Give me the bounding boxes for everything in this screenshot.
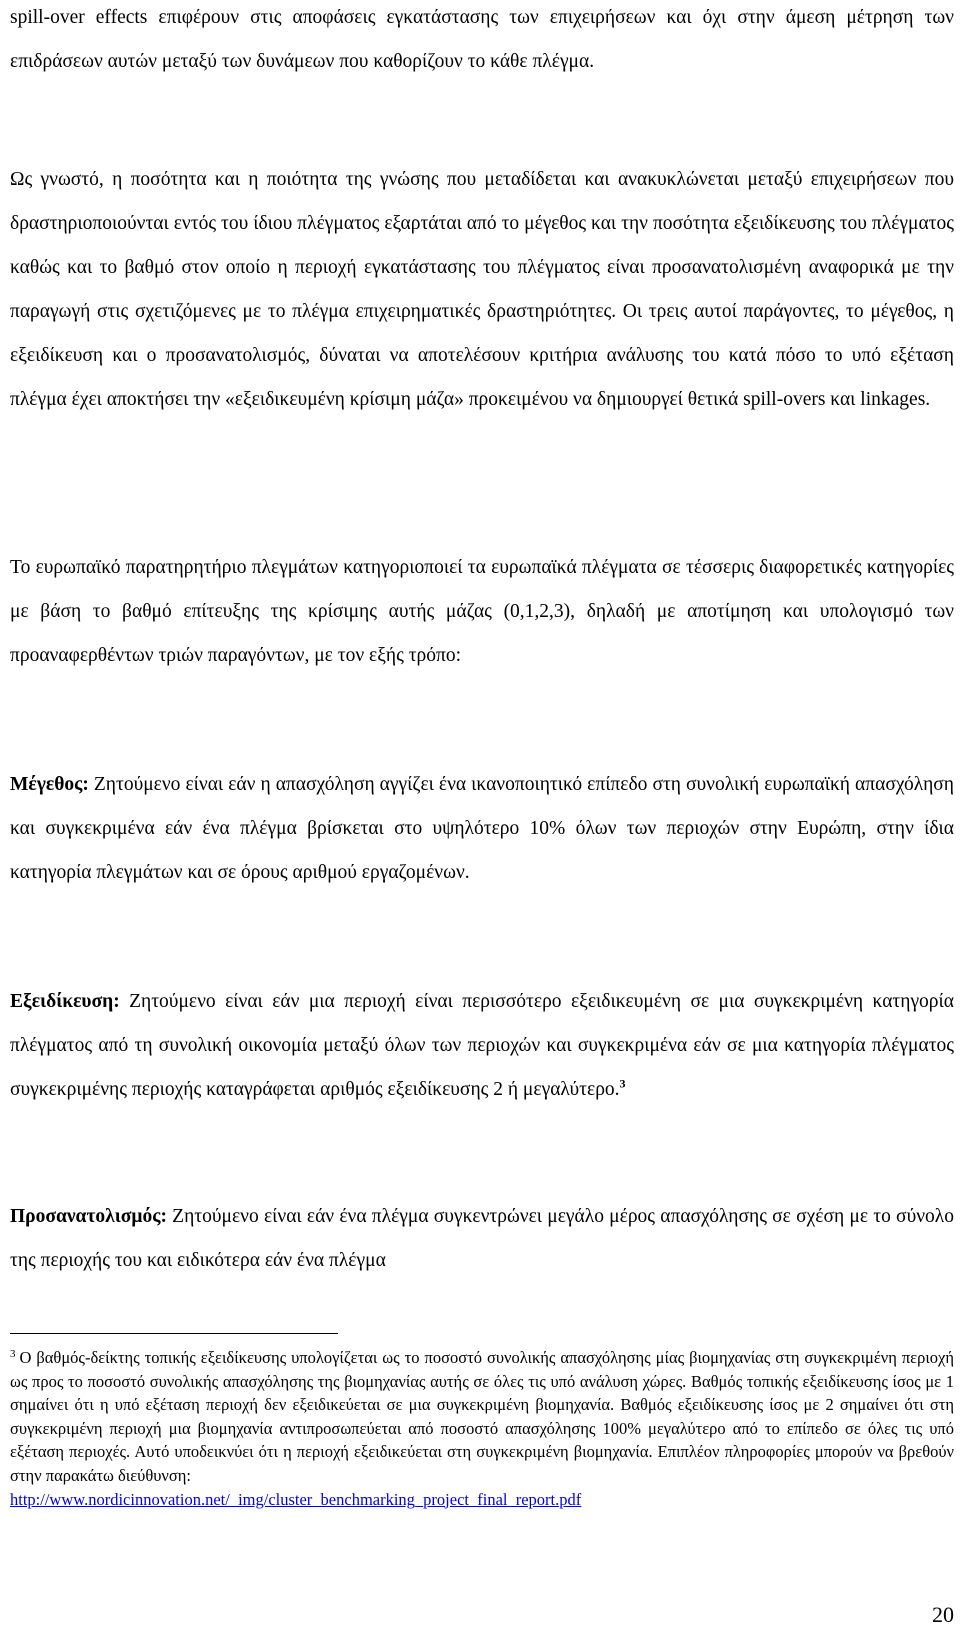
page-number: 20: [932, 1602, 954, 1627]
paragraph-size-criterion: [10, 763, 954, 895]
term-specialization: Εξειδίκευση:: [10, 991, 120, 1012]
paragraph-orientation-criterion: [10, 1195, 954, 1283]
orientation-criterion-text: Ζητούμενο είναι εάν ένα πλέγμα συγκεντρώνει μεγάλο μέρος απασχόλησης σε σχέση με το σύνολο της περιοχής του και ειδικότερα εάν ένα πλέγμα: [10, 1206, 954, 1271]
paragraph-spillover-effects: spill-over effects επιφέρουν στις αποφάσεις εγκατάστασης των επιχειρήσεων και όχι στην άμεση μέτρηση των επιδράσεων αυτών μεταξύ των δυνάμεων που καθορίζουν το κάθε πλέγμα.: [10, 7, 954, 72]
footnote-link[interactable]: http://www.nordicinnovation.net/_img/cluster_benchmarking_project_final_report.pdf: [10, 1489, 582, 1509]
term-orientation: Προσανατολισμός:: [10, 1206, 167, 1227]
footnote-text: Ο βαθμός-δείκτης τοπικής εξειδίκευσης υπολογίζεται ως το ποσοστό συνολικής απασχόλησης μίας βιομηχανίας στη συγκεκριμένη περιοχή ως προς το ποσοστό συνολικής απασχόλησης της βιομηχανίας αυτής σε όλες τις υπό ανάλυση χώρες. Βαθμός τοπικής εξειδίκευσης ίσος με 1 σημαίνει ότι η υπό εξέταση περιοχή δεν εξειδικεύεται σε μια συγκεκριμένη βιομηχανία. Βαθμός εξειδίκευσης ίσος με 2 σημαίνει ότι στη συγκεκριμένη περιοχή μια βιομηχανία αντιπροσωπεύεται από ποσοστό απασχόλησης 100% μεγαλύτερο από το επίπεδο σε όλες τις υπό εξέταση περιοχές. Αυτό υποδεικνύει ότι η περιοχή εξειδικεύεται στη συγκεκριμένη βιομηχανία. Επιπλέον πληροφορίες μπορούν να βρεθούν στην παρακάτω διεύθυνση:: [10, 1348, 954, 1485]
term-size: Μέγεθος:: [10, 774, 89, 795]
footnote-reference[interactable]: 3: [619, 1076, 626, 1091]
footnote: [10, 1346, 954, 1511]
paragraph-knowledge-factors: Ως γνωστό, η ποσότητα και η ποιότητα της γνώσης που μεταδίδεται και ανακυκλώνεται μεταξύ επιχειρήσεων που δραστηριοποιούνται εντός του ίδιου πλέγματος εξαρτάται από το μέγεθος και την ποσότητα εξειδίκευσης του πλέγματος καθώς και το βαθμό στον οποίο η περιοχή εγκατάστασης του πλέγματος είναι προσανατολισμένη αναφορικά με την παραγωγή στις σχετιζόμενες με το πλέγμα επιχειρηματικές δραστηριότητες. Οι τρεις αυτοί παράγοντες, το μέγεθος, η εξειδίκευση και ο προσανατολισμός, δύναται να αποτελέσουν κριτήρια ανάλυσης του κατά πόσο το υπό εξέταση πλέγμα έχει αποκτήσει την «εξειδικευμένη κρίσιμη μάζα» προκειμένου να δημιουργεί θετικά spill-overs και linkages.: [10, 169, 954, 410]
size-criterion-text: Ζητούμενο είναι εάν η απασχόληση αγγίζει ένα ικανοποιητικό επίπεδο στη συνολική ευρωπαϊκή απασχόληση και συγκεκριμένα εάν ένα πλέγμα βρίσκεται στο υψηλότερο 10% όλων των περιοχών στην Ευρώπη, στην ίδια κατηγορία πλεγμάτων και σε όρους αριθμού εργαζομένων.: [10, 774, 954, 883]
specialization-criterion-text: Ζητούμενο είναι εάν μια περιοχή είναι περισσότερο εξειδικευμένη σε μια συγκεκριμένη κατηγορία πλέγματος από τη συνολική οικονομία μεταξύ όλων των περιοχών και συγκεκριμένα εάν σε μια κατηγορία πλέγματος συγκεκριμένης περιοχής καταγράφεται αριθμός εξειδίκευσης 2 ή μεγαλύτερο.: [10, 991, 954, 1100]
footnote-number: 3: [10, 1347, 16, 1360]
paragraph-cluster-observatory: Το ευρωπαϊκό παρατηρητήριο πλεγμάτων κατηγοριοποιεί τα ευρωπαϊκά πλέγματα σε τέσσερις διαφορετικές κατηγορίες με βάση το βαθμό επίτευξης της κρίσιμης αυτής μάζας (0,1,2,3), δηλαδή με αποτίμηση και υπολογισμό των προαναφερθέντων τριών παραγόντων, με τον εξής τρόπο:: [10, 557, 954, 666]
paragraph-specialization-criterion: [10, 980, 954, 1112]
footnote-separator: [10, 1333, 338, 1334]
